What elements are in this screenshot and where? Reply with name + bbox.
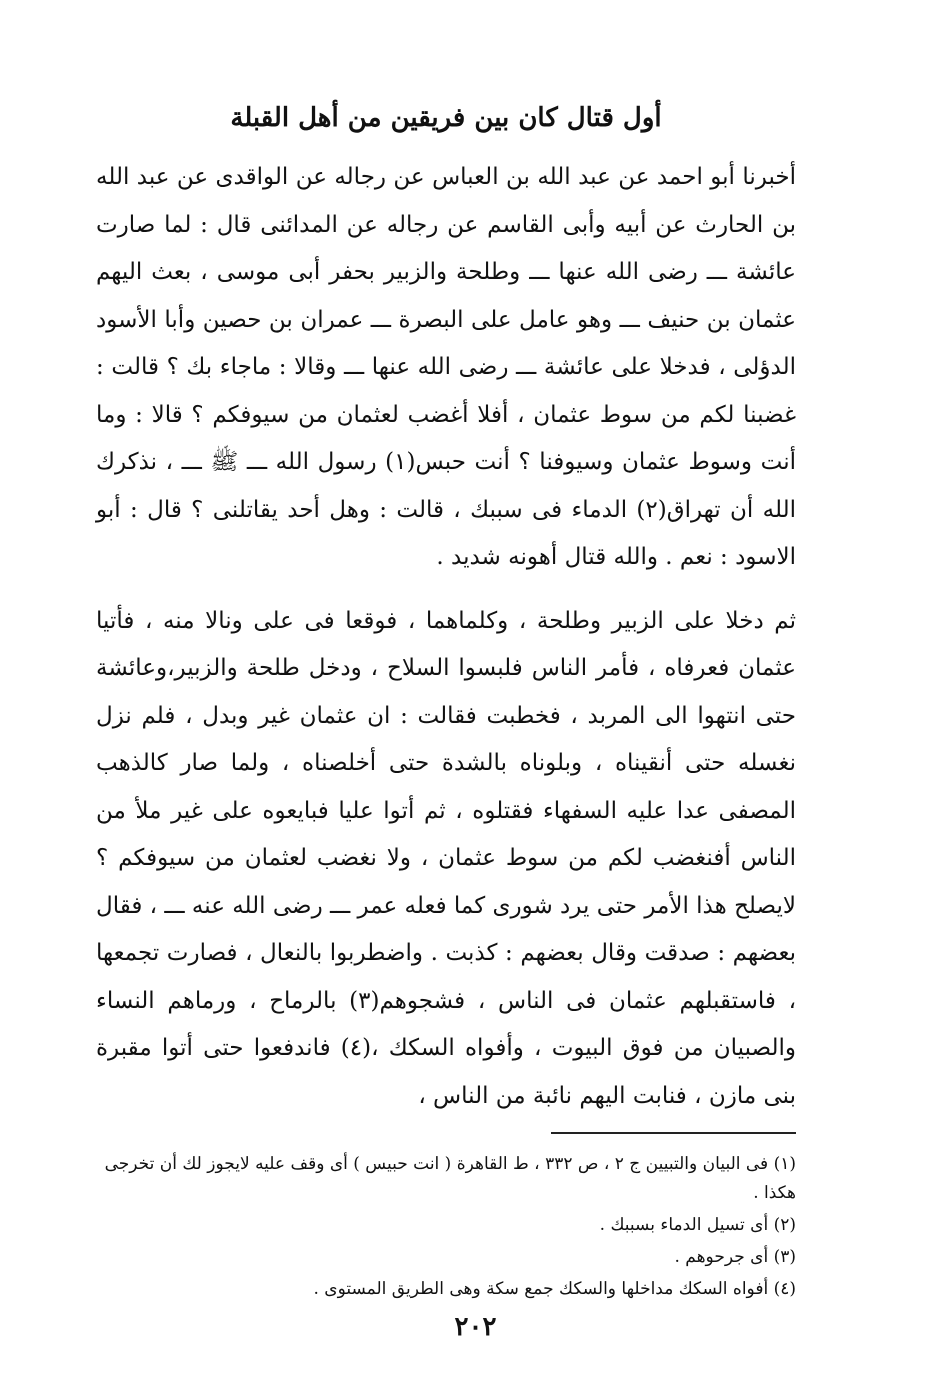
footnote-2: (٢) أى تسيل الدماء بسببك . [599, 1215, 796, 1235]
page-number: ٢٠٢ [454, 1312, 497, 1342]
footnote-1: (١) فى البيان والتبيين ج ٢ ، ص ٣٣٢ ، ط القاهرة ( انت حبيس ) أى وقف عليه لايجوز لك أن تخرجى هكذا . [104, 1154, 796, 1203]
book-page [96, 98, 796, 1358]
chapter-title: أول قتال كان بين فريقين من أهل القبلة [230, 103, 662, 133]
footnote-4: (٤) أفواه السكك مداخلها والسكك جمع سكة وهى الطريق المستوى . [313, 1279, 796, 1299]
paragraph-2: ثم دخلا على الزبير وطلحة ، وكلماهما ، فوقعا فى على ونالا منه ، فأتيا عثمان فعرفاه ، فأمر الناس فلبسوا السلاح ، ودخل طلحة والزبير،وعائشة حتى انتهوا الى المربد ، فخطبت فقالت : ان عثمان غير وبدل ، فلم نزل نغسله حتى أنقيناه ، وبلوناه بالشدة حتى أخلصناه ، ولما صار كالذهب المصفى عدا عليه السفهاء فقتلوه ، ثم أتوا عليا فبايعوه على غير ملأ من الناس أفنغضب لكم من سوط عثمان ، ولا نغضب لعثمان من سيوفكم ؟ لايصلح هذا الأمر حتى يرد شورى كما فعله عمر ـــ رضى الله عنه ـــ ، فقال بعضهم : صدقت وقال بعضهم : كذبت . واضطربوا بالنعال ، فصارت تجمعها ، فاستقبلهم عثمان فى الناس ، فشجوهم(٣) بالرماح ، ورماهم النساء والصبيان من فوق البيوت ، وأفواه السكك ،(٤) فاندفعوا حتى أتوا مقبرة بنى مازن ، فنابت اليهم نائبة من الناس ، [96, 607, 796, 1109]
footnotes-list [96, 1150, 796, 1304]
footnote-3: (٣) أى جرحوهم . [674, 1247, 796, 1267]
main-text [96, 154, 796, 1120]
paragraph-1: أخبرنا أبو احمد عن عبد الله بن العباس عن رجاله عن الواقدى عن عبد الله بن الحارث عن أبيه وأبى القاسم عن رجاله عن المدائنى قال : لما صارت عائشة ـــ رضى الله عنها ـــ وطلحة والزبير بحفر أبى موسى ، بعث اليهم عثمان بن حنيف ـــ وهو عامل على البصرة ـــ عمران بن حصين وأبا الأسود الدؤلى ، فدخلا على عائشة ـــ رضى الله عنها ـــ وقالا : ماجاء بك ؟ قالت : غضبنا لكم من سوط عثمان ، أفلا أغضب لعثمان من سيوفكم ؟ قالا : وما أنت وسوط عثمان وسيوفنا ؟ أنت حبس(١) رسول الله ـــ ﷺ ـــ ، نذكرك الله أن تهراق(٢) الدماء فى سببك ، قالت : وهل أحد يقاتلنى ؟ قال : أبو الاسود : نعم . والله قتال أهونه شديد . [96, 164, 797, 570]
footnote-divider [551, 1132, 796, 1134]
